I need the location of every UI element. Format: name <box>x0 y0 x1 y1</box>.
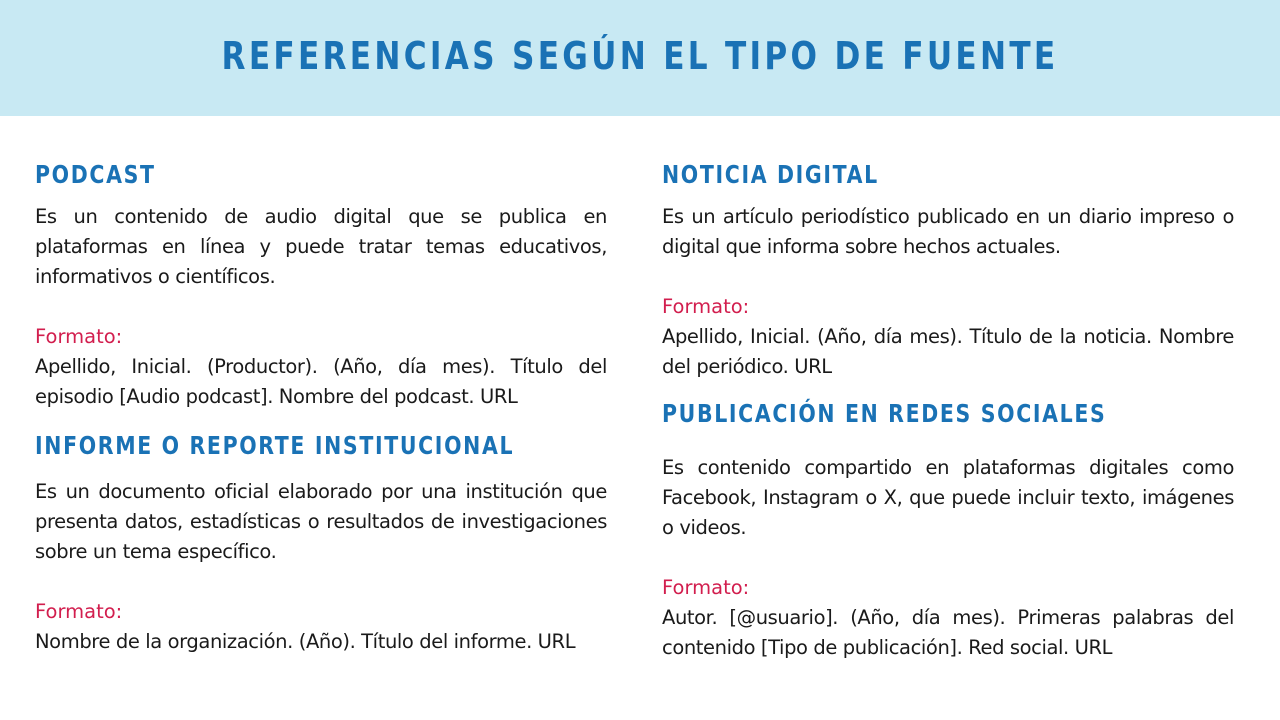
section-description-redes: Es contenido compartido en plataformas digitales como Facebook, Instagram o X, que puede incluir texto, imágenes o videos. <box>662 456 1234 539</box>
section-title-podcast: PODCAST <box>35 160 156 189</box>
section-description-informe: Es un documento oficial elaborado por una institución que presenta datos, estadísticas o resultados de investigaciones sobre un tema específico. <box>35 480 607 563</box>
section-title-redes: PUBLICACIÓN EN REDES SOCIALES <box>662 399 1107 428</box>
format-label-podcast: Formato: <box>35 325 123 348</box>
format-text-informe: Nombre de la organización. (Año). Título del informe. URL <box>35 630 576 653</box>
section-description-podcast: Es un contenido de audio digital que se publica en plataformas en línea y puede tratar temas educativos, informativos o científicos. <box>35 205 607 288</box>
section-title-noticia: NOTICIA DIGITAL <box>662 160 879 189</box>
format-text-redes: Autor. [@usuario]. (Año, día mes). Primeras palabras del contenido [Tipo de publicación]. Red social. URL <box>662 606 1234 659</box>
section-podcast <box>35 160 607 412</box>
page-title: REFERENCIAS SEGÚN EL TIPO DE FUENTE <box>221 34 1059 78</box>
format-text-noticia: Apellido, Inicial. (Año, día mes). Título de la noticia. Nombre del periódico. URL <box>662 325 1234 378</box>
section-description-noticia: Es un artículo periodístico publicado en un diario impreso o digital que informa sobre hechos actuales. <box>662 205 1234 258</box>
format-label-informe: Formato: <box>35 600 123 623</box>
format-label-redes: Formato: <box>662 576 750 599</box>
section-noticia <box>662 160 1234 382</box>
header-banner <box>0 0 1280 116</box>
section-title-informe: INFORME O REPORTE INSTITUCIONAL <box>35 431 515 460</box>
format-text-podcast: Apellido, Inicial. (Productor). (Año, día mes). Título del episodio [Audio podcast]. Nombre del podcast. URL <box>35 355 607 408</box>
section-redes <box>662 399 1234 663</box>
section-informe <box>35 431 607 657</box>
format-label-noticia: Formato: <box>662 295 750 318</box>
